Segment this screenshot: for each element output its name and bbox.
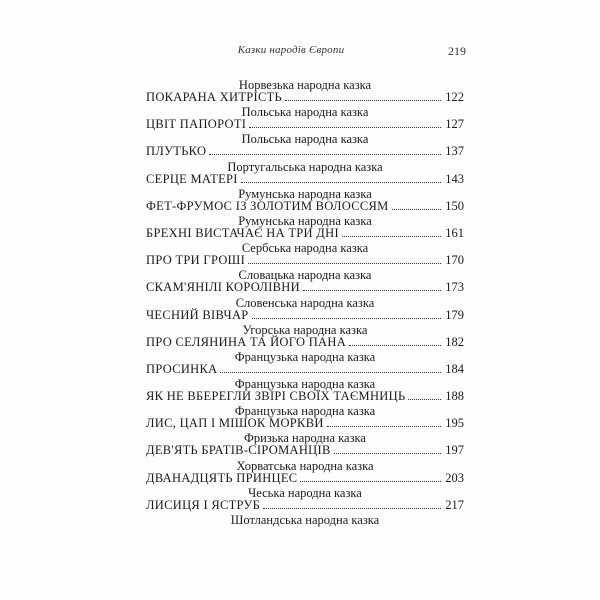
dot-leader [285, 100, 441, 101]
toc-entry-page-number: 173 [445, 280, 464, 295]
toc-entry-source: Польська народна казка [241, 132, 369, 147]
toc-entry-page-number: 143 [445, 171, 464, 186]
toc-entry [146, 350, 464, 377]
dot-leader [220, 372, 441, 373]
toc-entry-title: ЛИС, ЦАП І МІШОК МОРКВИ [146, 416, 324, 431]
toc-entry-source: Сербська народна казка [241, 241, 369, 256]
toc-entry-source: Польська народна казка [241, 105, 369, 120]
dot-leader [241, 182, 441, 183]
toc-entry-title: СКАМ'ЯНІЛІ КОРОЛІВНИ [146, 280, 300, 295]
toc-entry-title: БРЕХНІ ВИСТАЧАЄ НА ТРИ ДНІ [146, 225, 339, 240]
toc-entry-page-number: 195 [445, 416, 464, 431]
dot-leader [252, 318, 441, 319]
dot-leader [303, 290, 441, 291]
toc-entry-source: Словацька народна казка [238, 268, 372, 283]
toc-entry-source: Румунська народна казка [238, 186, 372, 201]
toc-entry-row [146, 335, 464, 349]
toc-entry-row [146, 443, 464, 457]
toc-entry-page-number: 170 [445, 253, 464, 268]
toc-entry [146, 214, 464, 241]
toc-entry-source: Шотландська народна казка [230, 513, 380, 527]
toc-entry [146, 78, 464, 105]
toc-entry [146, 513, 464, 529]
toc-entry-title: ПРО ТРИ ГРОШІ [146, 253, 246, 268]
toc-entry-source: Словенська народна казка [235, 295, 375, 310]
toc-entry-title: ПЛУТЬКО [146, 144, 207, 159]
toc-entry-page-number: 150 [445, 198, 464, 213]
toc-entry-row [146, 416, 464, 430]
toc-entry-page-number: 179 [445, 307, 464, 322]
toc-entry-source: Португальська народна казка [227, 159, 383, 174]
toc-entry-title: ЯК НЕ ВБЕРЕГЛИ ЗВІРІ СВОЇХ ТАЄМНИЦЬ [146, 389, 406, 404]
dot-leader [408, 399, 441, 400]
toc-entry-page-number: 197 [445, 443, 464, 458]
toc-entry-title: ЧЕСНИЙ ВІВЧАР [146, 307, 249, 322]
table-of-contents [146, 78, 464, 529]
toc-entry-page-number: 217 [445, 497, 464, 512]
toc-entry-row [146, 226, 464, 240]
toc-entry-title: ЛИСИЦЯ І ЯСТРУБ [146, 497, 261, 512]
toc-entry-row [146, 253, 464, 267]
toc-entry [146, 486, 464, 513]
toc-entry [146, 323, 464, 350]
toc-entry-page-number: 122 [445, 90, 464, 104]
toc-entry-source: Французька народна казка [234, 349, 376, 364]
toc-entry [146, 105, 464, 132]
dot-leader [334, 453, 441, 454]
toc-entry-page-number: 184 [445, 361, 464, 376]
toc-entry-title: ПРО СЕЛЯНИНА ТА ЙОГО ПАНА [146, 334, 347, 349]
toc-entry-title: ДВАНАДЦЯТЬ ПРИНЦЕС [146, 470, 298, 485]
toc-entry [146, 404, 464, 431]
dot-leader [249, 127, 441, 128]
toc-entry-row [146, 389, 464, 403]
toc-entry [146, 431, 464, 458]
dot-leader [300, 481, 441, 482]
toc-entry-row [146, 280, 464, 294]
running-head [146, 44, 466, 60]
toc-entry-row [146, 471, 464, 485]
toc-entry-page-number: 137 [445, 144, 464, 159]
dot-leader [263, 508, 441, 509]
toc-entry-row [146, 498, 464, 512]
toc-entry [146, 459, 464, 486]
toc-entry-title: ЦВІТ ПАПОРОТІ [146, 117, 247, 132]
toc-entry-row [146, 172, 464, 186]
dot-leader [342, 236, 441, 237]
toc-entry-row [146, 144, 464, 158]
toc-entry [146, 160, 464, 187]
dot-leader [349, 345, 441, 346]
toc-entry-title: ПРОСИНКА [146, 361, 218, 376]
toc-entry [146, 377, 464, 404]
dot-leader [248, 263, 441, 264]
running-title: Казки народів Європи [237, 44, 345, 56]
toc-entry [146, 241, 464, 268]
toc-entry-source: Французька народна казка [234, 404, 376, 419]
dot-leader [392, 209, 441, 210]
toc-entry-source: Чеська народна казка [248, 485, 362, 500]
toc-entry-page-number: 127 [445, 117, 464, 132]
toc-entry-title: ДЕВ'ЯТЬ БРАТІВ-СІРОМАНЦІВ [146, 443, 331, 458]
toc-entry [146, 296, 464, 323]
toc-entry [146, 268, 464, 295]
toc-entry-row [146, 362, 464, 376]
toc-entry-title: ФЕТ-ФРУМОС ІЗ ЗОЛОТИМ ВОЛОССЯМ [146, 198, 389, 213]
toc-entry-page-number: 203 [445, 470, 464, 485]
toc-entry [146, 132, 464, 159]
page-number: 219 [448, 44, 466, 58]
toc-entry [146, 187, 464, 214]
toc-entry-page-number: 161 [445, 225, 464, 240]
toc-entry-row [146, 117, 464, 131]
toc-entry-source: Хорватська народна казка [236, 458, 374, 473]
dot-leader [209, 154, 441, 155]
toc-entry-row [146, 90, 464, 104]
toc-entry-title: СЕРЦЕ МАТЕРІ [146, 171, 238, 186]
toc-entry-source: Угорська народна казка [242, 322, 368, 337]
toc-entry-row [146, 308, 464, 322]
toc-entry-page-number: 188 [445, 389, 464, 404]
dot-leader [327, 426, 441, 427]
toc-entry-source: Норвезька народна казка [238, 78, 372, 92]
toc-entry-source: Фризька народна казка [244, 431, 366, 446]
toc-entry-source: Французька народна казка [234, 377, 376, 392]
toc-entry-page-number: 182 [445, 334, 464, 349]
toc-entry-title: ПОКАРАНА ХИТРІСТЬ [146, 90, 283, 104]
toc-entry-row [146, 199, 464, 213]
toc-entry-source: Румунська народна казка [238, 213, 372, 228]
